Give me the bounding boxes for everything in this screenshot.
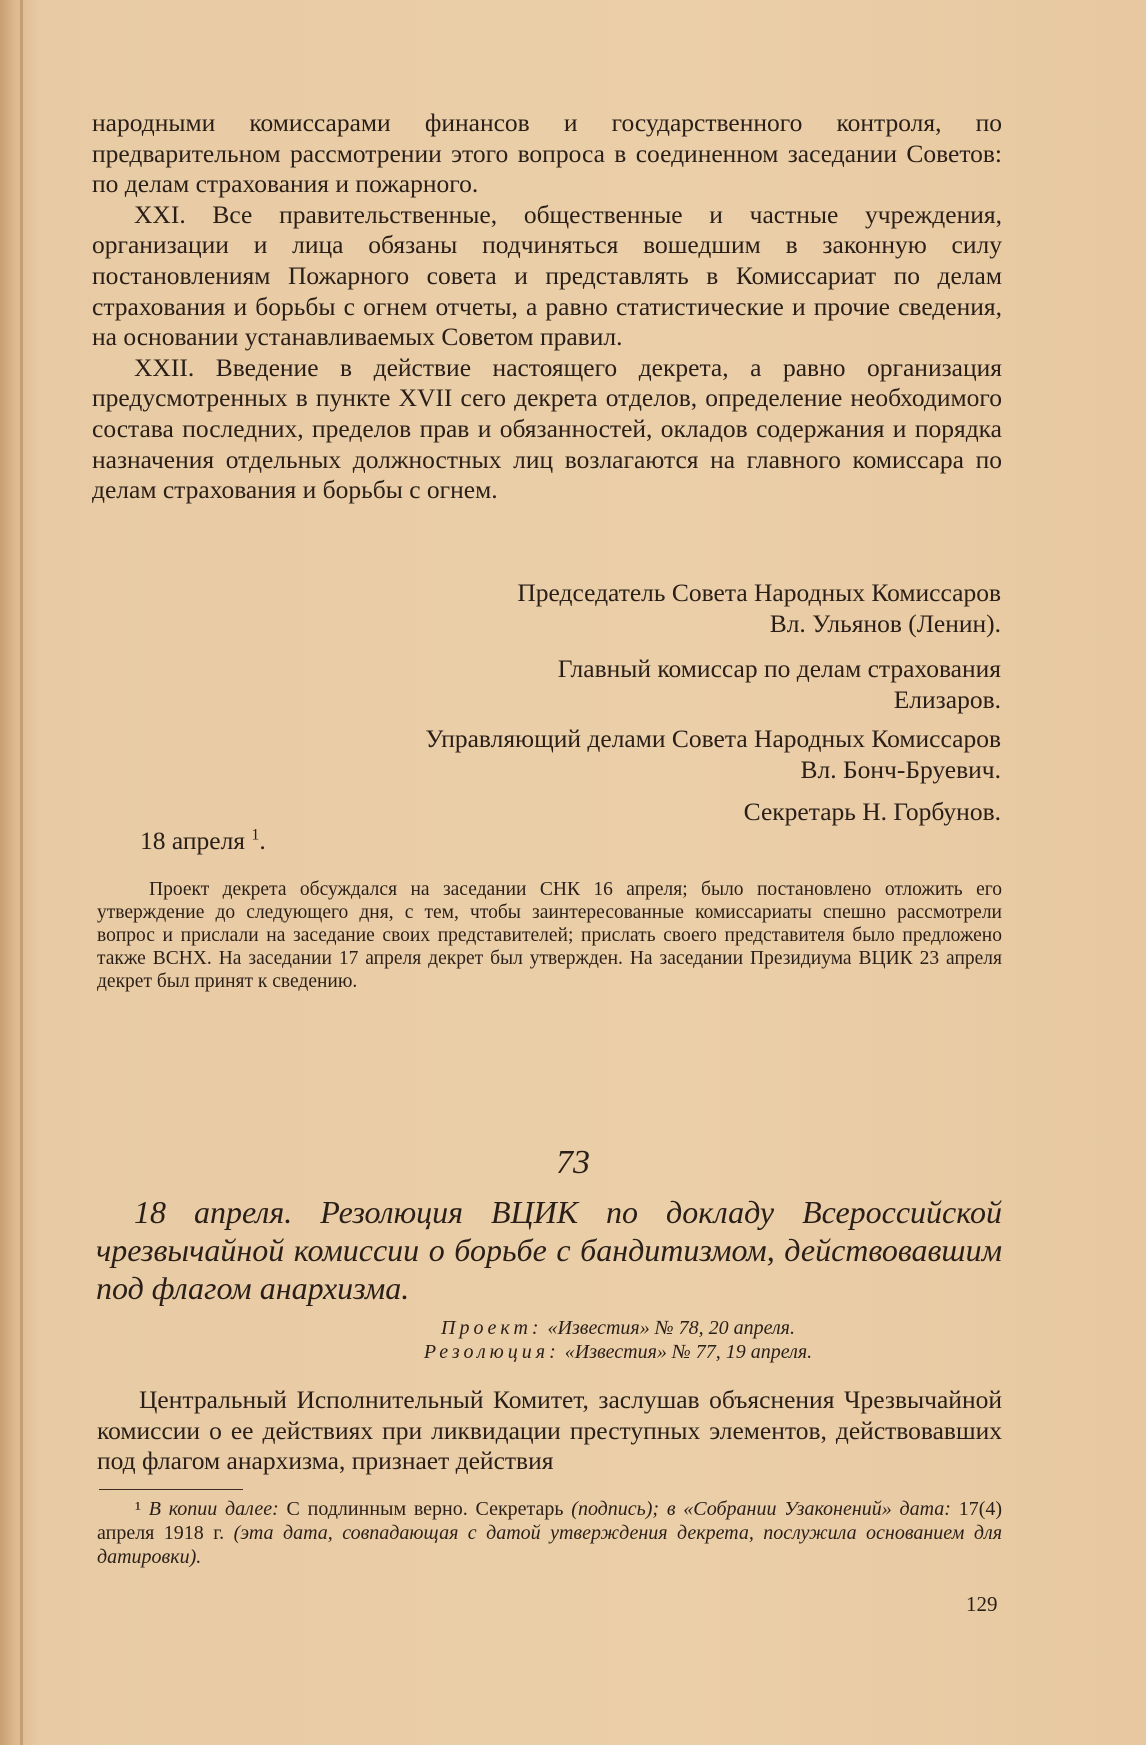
source-resolution-label: Резолюция: [423,1341,560,1363]
decree-body [92,108,1002,506]
footnote-ref: 1 [251,826,260,844]
paragraph-continuation: народными комиссарами финансов и государственного контроля, по предварительном рассмотрении этого вопроса в соединенном заседании Советов: по делам страхования и пожарного. [92,108,1002,199]
page-number: 129 [966,1592,998,1616]
source-project-text: «Известия» № 78, 20 апреля. [547,1317,795,1339]
source-project [0,1316,1146,1340]
signature-name: Елизаров. [893,684,1001,714]
document-title: 18 апреля. Резолюция ВЦИК по докладу Всероссийской чрезвычайной комиссии о борьбе с бандитизмом, действовавшим под флагом анархизма. [96,1194,1002,1306]
editorial-note: Проект декрета обсуждался на заседании СНК 16 апреля; было постановлено отложить его утверждение до следующего дня, с тем, чтобы заинтересованные комиссариаты спешно рассмотрели вопрос и прислали на заседание своих представителей; прислать своего представителя было предложено также ВСНХ. На заседании 17 апреля декрет был утвержден. На заседании Президиума ВЦИК 23 апреля декрет был принят к сведению. [97,879,1002,992]
signature-title: Председатель Совета Народных Комиссаров [517,578,1001,607]
signature-title: Главный комиссар по делам страхования [557,654,1001,683]
footnote-lead: В копии далее: [148,1498,279,1520]
signature-secretary [744,797,1001,828]
paragraph-xxii: XXII. Введение в действие настоящего декрета, а равно организация предусмотренных в пункте XVII сего декрета отделов, определение необходимого состава последних, пределов прав и обязанностей, окладов содержания и порядка назначения отдельных должностных лиц возлагаются на главного комиссара по делам страхования и борьбы с огнем. [92,352,1002,505]
footnote-italic-1: (подпись); в «Собрании Узаконений» дата: [571,1498,951,1520]
document-number: 73 [556,1144,590,1181]
footnote-divider [99,1489,243,1490]
signature-title: Секретарь Н. Горбунов. [743,797,1001,826]
signature-chairman [517,578,1001,639]
document-sources [0,1316,1146,1364]
source-resolution [0,1340,1146,1364]
paragraph-xxi: XXI. Все правительственные, общественные и частные учреждения, организации и лица обязаны подчиняться вошедшим в законную силу постановлениям Пожарного совета и представлять в Комиссариат по делам страхования и борьбы с огнем отчеты, а равно статистические и прочие сведения, на основании устанавливаемых Советом правил. [92,199,1002,352]
signature-commissar [558,654,1001,715]
page-spine-shadow [20,0,23,1745]
source-resolution-text: «Известия» № 77, 19 апреля. [564,1341,813,1363]
footnote [97,1497,1002,1569]
footnote-italic-2: (эта дата, совпадающая с датой утверждения декрета, послужила основанием для датировки). [97,1522,1002,1568]
decree-date [140,826,266,856]
date-period: . [259,826,266,855]
signature-manager [425,724,1001,785]
signature-name: Вл. Ульянов (Ленин). [769,608,1001,638]
date-text: 18 апреля [140,826,246,855]
source-project-label: Проект: [441,1317,543,1339]
resolution-intro: Центральный Исполнительный Комитет, заслушав объяснения Чрезвычайной комиссии о ее действиях при ликвидации преступных элементов, действовавших под флагом анархизма, признает действия [97,1385,1002,1475]
footnote-text-1: С подлинным верно. Секретарь [286,1498,564,1520]
signature-title: Управляющий делами Совета Народных Комиссаров [425,724,1001,753]
footnote-text-2: 17(4) апреля 1918 г. [97,1498,1003,1544]
signature-name: Вл. Бонч-Бруевич. [800,754,1001,784]
footnote-mark: ¹ [135,1498,141,1520]
